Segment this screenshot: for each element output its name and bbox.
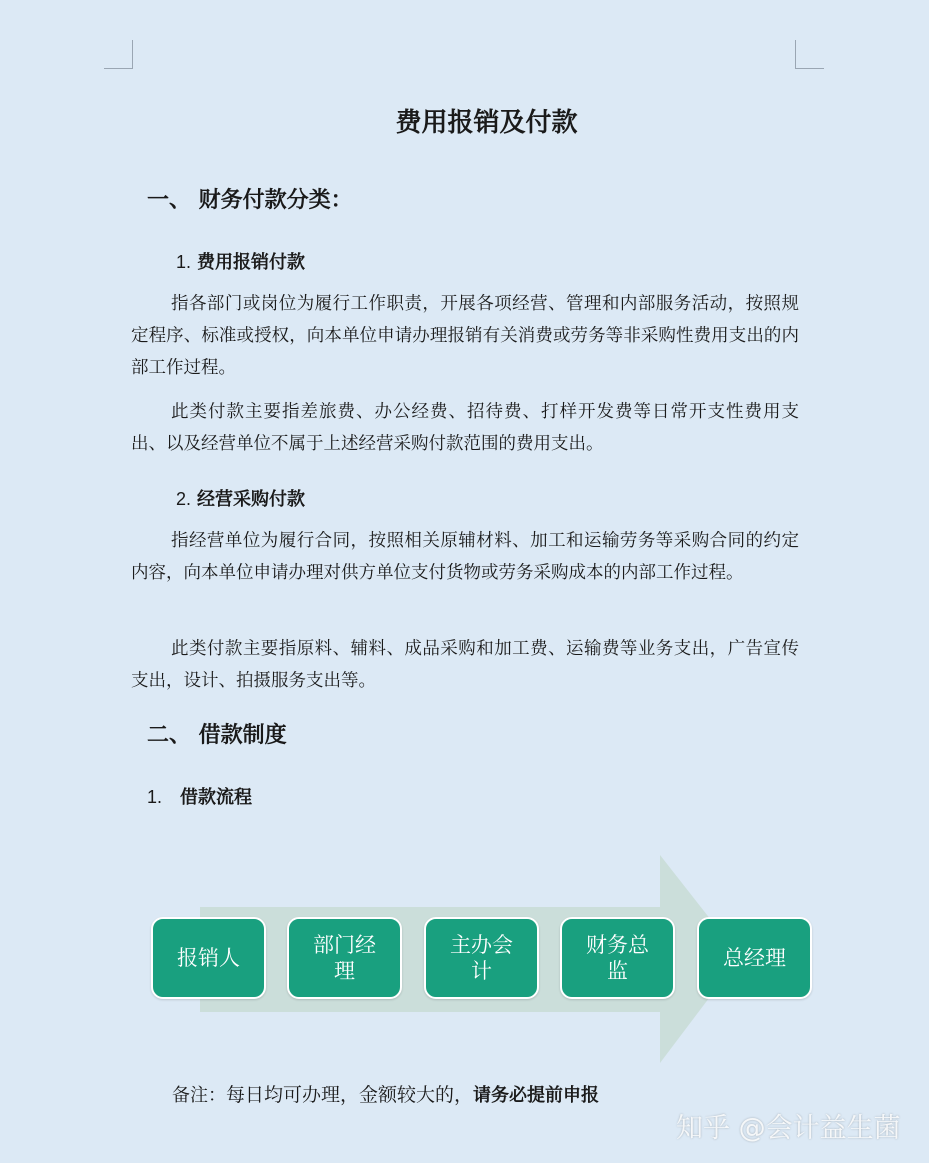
flow-step-chief-accountant: 主办会计: [424, 917, 539, 999]
subheading-text: 经营采购付款: [197, 489, 306, 510]
subheading-expense-reimbursement: [176, 248, 305, 274]
subheading-number: 1.: [147, 787, 163, 807]
subheading-purchase-payment: [176, 485, 305, 511]
watermark: 知乎 @会计益生菌: [676, 1113, 901, 1144]
section-heading-payment-types: 一、 财务付款分类：: [147, 188, 353, 213]
subheading-text: 借款流程: [180, 787, 253, 808]
paragraph-expense-scope: 此类付款主要指差旅费、办公经费、招待费、打样开发费等日常开支性费用支出、以及经营单位不属于上述经营采购付款范围的费用支出。: [131, 402, 799, 454]
remark-note: [172, 1080, 599, 1107]
remark-emphasis: 请务必提前申报: [473, 1085, 600, 1106]
subheading-loan-process: [147, 783, 252, 809]
document-title: 费用报销及付款: [395, 108, 578, 138]
paragraph-purchase-definition: 指经营单位为履行合同，按照相关原辅材料、加工和运输劳务等采购合同的约定内容，向本单位申请办理对供方单位支付货物或劳务采购成本的内部工作过程。: [131, 531, 799, 583]
flow-step-department-manager: 部门经理: [287, 917, 402, 999]
subheading-text: 费用报销付款: [197, 252, 306, 273]
flow-step-general-manager: 总经理: [697, 917, 812, 999]
paragraph-purchase-scope: 此类付款主要指原料、辅料、成品采购和加工费、运输费等业务支出，广告宣传支出，设计、拍摄服务支出等。: [131, 639, 799, 691]
subheading-number: 1.: [176, 252, 192, 272]
crop-mark-top-left: [104, 40, 133, 69]
flow-step-finance-director: 财务总监: [560, 917, 675, 999]
remark-label: 备注：: [172, 1085, 226, 1106]
loan-process-flow: [140, 850, 830, 1065]
paragraph-expense-definition: 指各部门或岗位为履行工作职责，开展各项经营、管理和内部服务活动，按照规定程序、标准或授权，向本单位申请办理报销有关消费或劳务等非采购性费用支出的内部工作过程。: [131, 294, 799, 378]
section-heading-loan-policy: 二、 借款制度: [147, 723, 287, 748]
flow-step-applicant: 报销人: [151, 917, 266, 999]
remark-text: 每日均可办理，金额较大的，: [226, 1084, 474, 1106]
subheading-number: 2.: [176, 489, 192, 509]
crop-mark-top-right: [795, 40, 824, 69]
